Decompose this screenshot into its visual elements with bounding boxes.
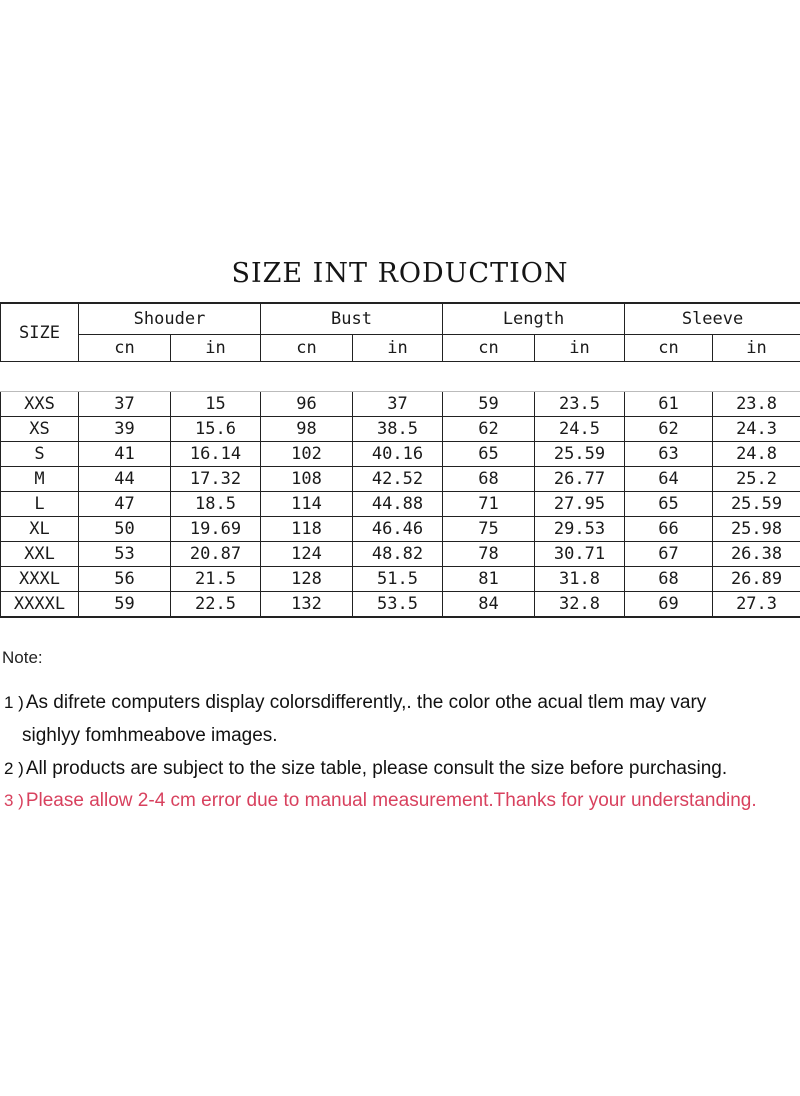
value-cell: 23.8 [713, 392, 800, 417]
value-cell: 124 [261, 542, 353, 567]
value-cell: 114 [261, 492, 353, 517]
value-cell: 29.53 [535, 517, 625, 542]
value-cell: 26.89 [713, 567, 800, 592]
size-cell: XXS [1, 392, 79, 417]
size-cell: XXXL [1, 567, 79, 592]
value-cell: 66 [625, 517, 713, 542]
page-title: SIZE INT RODUCTION [231, 258, 569, 289]
value-cell: 61 [625, 392, 713, 417]
spacer-row [1, 362, 800, 392]
note-text: All products are subject to the size table, please consult the size before purchasing. [25, 758, 728, 779]
value-cell: 21.5 [171, 567, 261, 592]
size-cell: XXL [1, 542, 79, 567]
value-cell: 53 [79, 542, 171, 567]
value-cell: 84 [443, 592, 535, 618]
value-cell: 31.8 [535, 567, 625, 592]
value-cell: 132 [261, 592, 353, 618]
unit-header: in [535, 335, 625, 362]
value-cell: 118 [261, 517, 353, 542]
unit-header-row [1, 335, 800, 362]
size-cell: XL [1, 517, 79, 542]
value-cell: 16.14 [171, 442, 261, 467]
note-item-1-continued [22, 725, 278, 747]
value-cell: 18.5 [171, 492, 261, 517]
value-cell: 64 [625, 467, 713, 492]
value-cell: 46.46 [353, 517, 443, 542]
value-cell: 44.88 [353, 492, 443, 517]
value-cell: 62 [625, 417, 713, 442]
table-row [1, 567, 800, 592]
value-cell: 48.82 [353, 542, 443, 567]
unit-header: cn [79, 335, 171, 362]
note-number: 2 ) [4, 759, 24, 778]
unit-header: in [171, 335, 261, 362]
note-number: 3 ) [4, 791, 24, 810]
size-cell: XS [1, 417, 79, 442]
value-cell: 56 [79, 567, 171, 592]
group-header-shoulder: Shouder [79, 303, 261, 335]
group-header-bust: Bust [261, 303, 443, 335]
unit-header: in [353, 335, 443, 362]
value-cell: 26.77 [535, 467, 625, 492]
value-cell: 25.59 [713, 492, 800, 517]
value-cell: 25.59 [535, 442, 625, 467]
size-cell: S [1, 442, 79, 467]
table-row [1, 442, 800, 467]
value-cell: 15.6 [171, 417, 261, 442]
value-cell: 44 [79, 467, 171, 492]
note-label: Note: [2, 648, 43, 667]
value-cell: 63 [625, 442, 713, 467]
note-text: Please allow 2-4 cm error due to manual measurement.Thanks for your understanding. [25, 790, 757, 811]
value-cell: 26.38 [713, 542, 800, 567]
size-header: SIZE [1, 303, 79, 362]
value-cell: 59 [79, 592, 171, 618]
size-cell: L [1, 492, 79, 517]
value-cell: 128 [261, 567, 353, 592]
note-text: As difrete computers display colorsdifferently,. the color othe acual tlem may vary [25, 692, 707, 713]
value-cell: 65 [443, 442, 535, 467]
value-cell: 38.5 [353, 417, 443, 442]
value-cell: 20.87 [171, 542, 261, 567]
note-item-2 [4, 758, 727, 780]
value-cell: 53.5 [353, 592, 443, 618]
value-cell: 71 [443, 492, 535, 517]
value-cell: 50 [79, 517, 171, 542]
note-item-3 [4, 790, 757, 812]
value-cell: 51.5 [353, 567, 443, 592]
value-cell: 39 [79, 417, 171, 442]
value-cell: 37 [79, 392, 171, 417]
unit-header: cn [443, 335, 535, 362]
note-item-1 [4, 692, 706, 714]
value-cell: 24.8 [713, 442, 800, 467]
value-cell: 27.3 [713, 592, 800, 618]
value-cell: 65 [625, 492, 713, 517]
value-cell: 15 [171, 392, 261, 417]
group-header-row [1, 303, 800, 335]
unit-header: cn [625, 335, 713, 362]
value-cell: 19.69 [171, 517, 261, 542]
size-cell: XXXXL [1, 592, 79, 618]
spacer-cell [1, 362, 800, 392]
note-text: sighlyy fomhmeabove images. [22, 725, 278, 746]
table-row [1, 417, 800, 442]
value-cell: 75 [443, 517, 535, 542]
value-cell: 27.95 [535, 492, 625, 517]
value-cell: 25.2 [713, 467, 800, 492]
table-row [1, 467, 800, 492]
value-cell: 24.3 [713, 417, 800, 442]
value-cell: 25.98 [713, 517, 800, 542]
value-cell: 37 [353, 392, 443, 417]
size-cell: M [1, 467, 79, 492]
value-cell: 69 [625, 592, 713, 618]
table-row [1, 492, 800, 517]
value-cell: 23.5 [535, 392, 625, 417]
size-table [0, 302, 800, 618]
value-cell: 47 [79, 492, 171, 517]
group-header-sleeve: Sleeve [625, 303, 800, 335]
value-cell: 22.5 [171, 592, 261, 618]
value-cell: 30.71 [535, 542, 625, 567]
value-cell: 17.32 [171, 467, 261, 492]
table-row [1, 517, 800, 542]
unit-header: in [713, 335, 800, 362]
value-cell: 59 [443, 392, 535, 417]
value-cell: 68 [625, 567, 713, 592]
value-cell: 62 [443, 417, 535, 442]
value-cell: 32.8 [535, 592, 625, 618]
value-cell: 98 [261, 417, 353, 442]
note-number: 1 ) [4, 693, 24, 712]
unit-header: cn [261, 335, 353, 362]
value-cell: 81 [443, 567, 535, 592]
value-cell: 68 [443, 467, 535, 492]
value-cell: 24.5 [535, 417, 625, 442]
value-cell: 40.16 [353, 442, 443, 467]
value-cell: 78 [443, 542, 535, 567]
value-cell: 108 [261, 467, 353, 492]
value-cell: 42.52 [353, 467, 443, 492]
value-cell: 96 [261, 392, 353, 417]
table-row [1, 392, 800, 417]
table-row [1, 542, 800, 567]
group-header-length: Length [443, 303, 625, 335]
table-row [1, 592, 800, 618]
value-cell: 67 [625, 542, 713, 567]
value-cell: 102 [261, 442, 353, 467]
value-cell: 41 [79, 442, 171, 467]
